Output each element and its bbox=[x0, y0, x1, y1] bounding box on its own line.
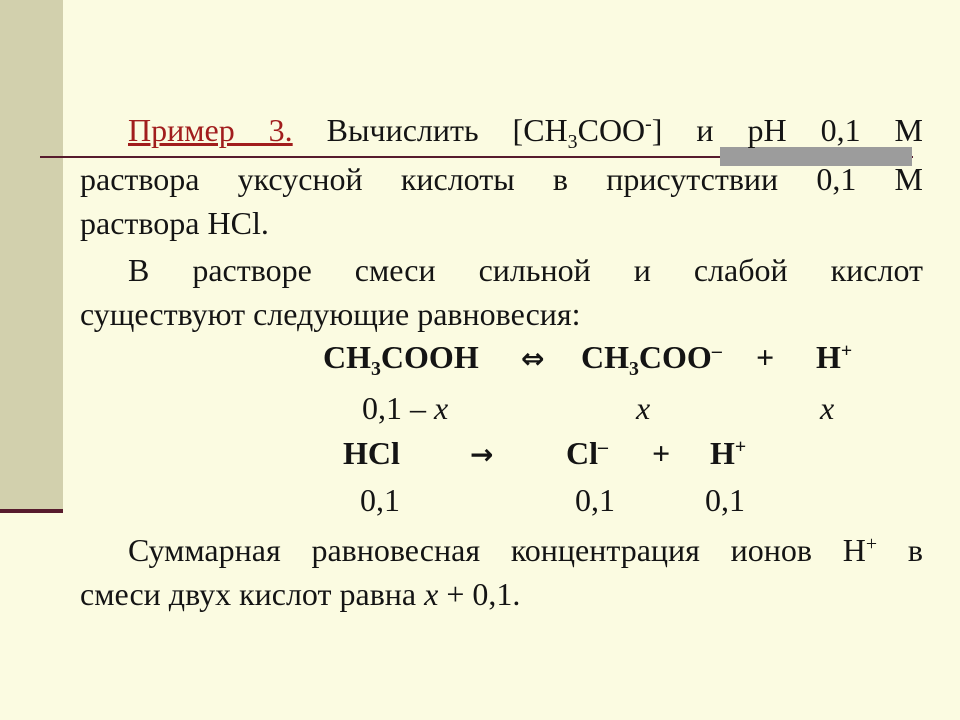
chloride-ion bbox=[566, 435, 608, 472]
superscript: - bbox=[645, 113, 652, 136]
hcl-concentration: 0,1 bbox=[360, 482, 400, 518]
formula-part: H bbox=[816, 339, 841, 375]
plus-sign: + bbox=[652, 435, 671, 471]
hydrogen-ion bbox=[710, 435, 746, 472]
example-label: Пример 3. bbox=[128, 112, 293, 148]
superscript: + bbox=[840, 340, 853, 363]
formula-part: COO bbox=[638, 339, 712, 375]
summary-text: в bbox=[877, 532, 924, 568]
subscript: 3 bbox=[371, 357, 381, 380]
intro-line-1: В растворе смеси сильной и слабой кислот bbox=[128, 252, 923, 288]
formula-part: Cl bbox=[566, 435, 598, 471]
formula-part: COOH bbox=[380, 339, 479, 375]
subscript: 3 bbox=[567, 130, 578, 153]
subscript: 3 bbox=[629, 357, 639, 380]
example-line-2: раствора уксусной кислоты в присутствии 0,1 М bbox=[80, 161, 923, 197]
acetate-concentration: x bbox=[636, 390, 651, 426]
hcl-formula: HCl bbox=[343, 435, 400, 471]
formula-part: H bbox=[710, 435, 735, 471]
superscript: + bbox=[734, 436, 747, 459]
superscript: – bbox=[598, 436, 608, 459]
formula-part: CH bbox=[323, 339, 371, 375]
hydrogen-ion-concentration: 0,1 bbox=[705, 482, 745, 518]
conc-variable: x bbox=[434, 390, 449, 426]
summary-variable: x bbox=[424, 576, 439, 612]
conc-text: 0,1 – bbox=[362, 390, 434, 426]
acetic-acid-concentration bbox=[362, 390, 448, 427]
summary-line-2 bbox=[80, 572, 923, 616]
reaction-arrow-icon: → bbox=[470, 438, 494, 471]
example-line-1 bbox=[80, 108, 923, 152]
band-divider bbox=[0, 509, 63, 513]
example-line-3: раствора HCl. bbox=[80, 205, 269, 241]
example-text: Вычислить [CH bbox=[292, 112, 568, 148]
example-paragraph bbox=[80, 108, 923, 245]
chloride-concentration: 0,1 bbox=[575, 482, 615, 518]
superscript: – bbox=[711, 340, 722, 363]
summary-line-1 bbox=[80, 528, 923, 572]
superscript: + bbox=[865, 533, 878, 556]
summary-text: смеси двух кислот равна bbox=[80, 576, 425, 612]
hydrogen-ion bbox=[816, 339, 852, 376]
formula-part: CH bbox=[581, 339, 629, 375]
hydrogen-ion-concentration: x bbox=[820, 390, 835, 426]
equilibria-intro-paragraph bbox=[80, 248, 923, 336]
intro-line-2: существуют следующие равновесия: bbox=[80, 296, 581, 332]
example-text: ] и pH 0,1 М bbox=[651, 112, 924, 148]
acetic-acid-equation bbox=[323, 339, 479, 380]
summary-paragraph bbox=[80, 528, 923, 616]
plus-sign: + bbox=[756, 339, 775, 375]
left-decorative-band bbox=[0, 0, 63, 513]
example-text: COO bbox=[577, 112, 646, 148]
acetate-ion bbox=[581, 339, 722, 380]
equilibrium-arrow-icon: ⇔ bbox=[521, 342, 545, 375]
summary-text: Суммарная равновесная концентрация ионов H bbox=[128, 532, 866, 568]
summary-text: + 0,1. bbox=[438, 576, 521, 612]
